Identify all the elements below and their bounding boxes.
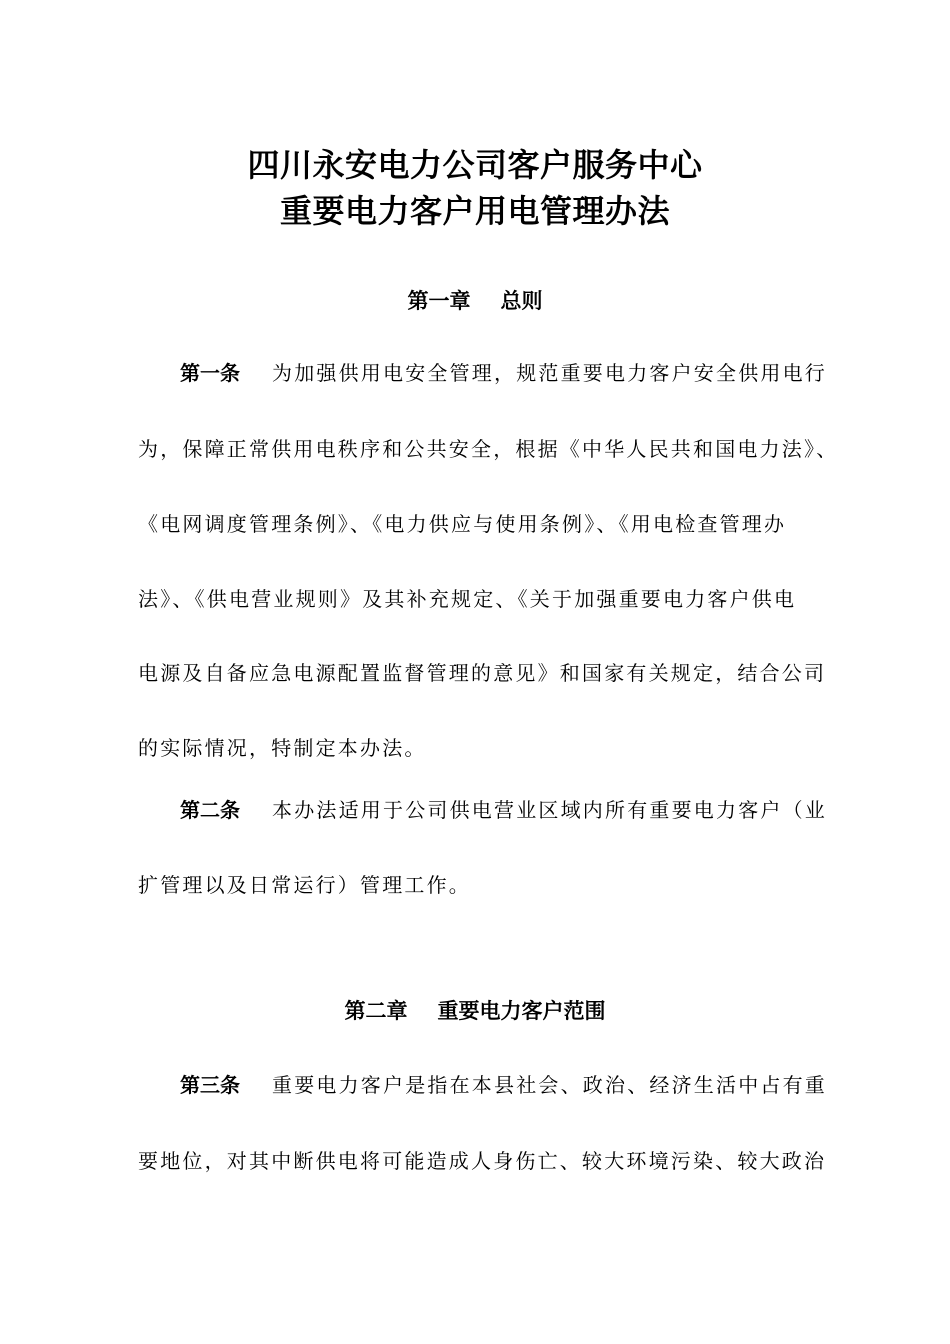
article-3-line-2: 要地位，对其中断供电将可能造成人身伤亡、较大环境污染、较大政治	[138, 1149, 827, 1173]
document-title-line-1: 四川永安电力公司客户服务中心	[247, 146, 703, 184]
article-1-line-6: 的实际情况，特制定本办法。	[138, 736, 427, 760]
article-text: 重要电力客户是指在本县社会、政治、经济生活中占有重	[272, 1073, 827, 1097]
chapter-heading-1	[0, 286, 950, 316]
article-3-line-1	[180, 1070, 840, 1100]
chapter-number: 第二章	[344, 999, 408, 1023]
article-1-line-5: 电源及自备应急电源配置监督管理的意见》和国家有关规定，结合公司	[138, 661, 827, 685]
chapter-name: 重要电力客户范围	[437, 999, 606, 1023]
article-label: 第一条	[180, 361, 240, 385]
article-1-line-3: 《电网调度管理条例》、《电力供应与使用条例》、《用电检查管理办	[138, 512, 787, 536]
article-1-line-2: 为，保障正常供用电秩序和公共安全，根据《中华人民共和国电力法》、	[138, 437, 839, 461]
article-1-line-1	[180, 358, 840, 388]
article-2-line-1	[180, 795, 840, 825]
chapter-number: 第一章	[407, 289, 471, 313]
document-title-line-2: 重要电力客户用电管理办法	[279, 192, 670, 230]
article-text: 为加强供用电安全管理，规范重要电力客户安全供用电行	[272, 361, 827, 385]
article-label: 第二条	[180, 798, 240, 822]
article-2-line-2: 扩管理以及日常运行）管理工作。	[138, 873, 471, 897]
article-text: 本办法适用于公司供电营业区域内所有重要电力客户（业	[272, 798, 827, 822]
article-1-line-4: 法》、《供电营业规则》及其补充规定、《关于加强重要电力客户供电	[138, 587, 797, 611]
chapter-heading-2	[0, 996, 950, 1026]
chapter-name: 总则	[500, 289, 543, 313]
article-label: 第三条	[180, 1073, 240, 1097]
